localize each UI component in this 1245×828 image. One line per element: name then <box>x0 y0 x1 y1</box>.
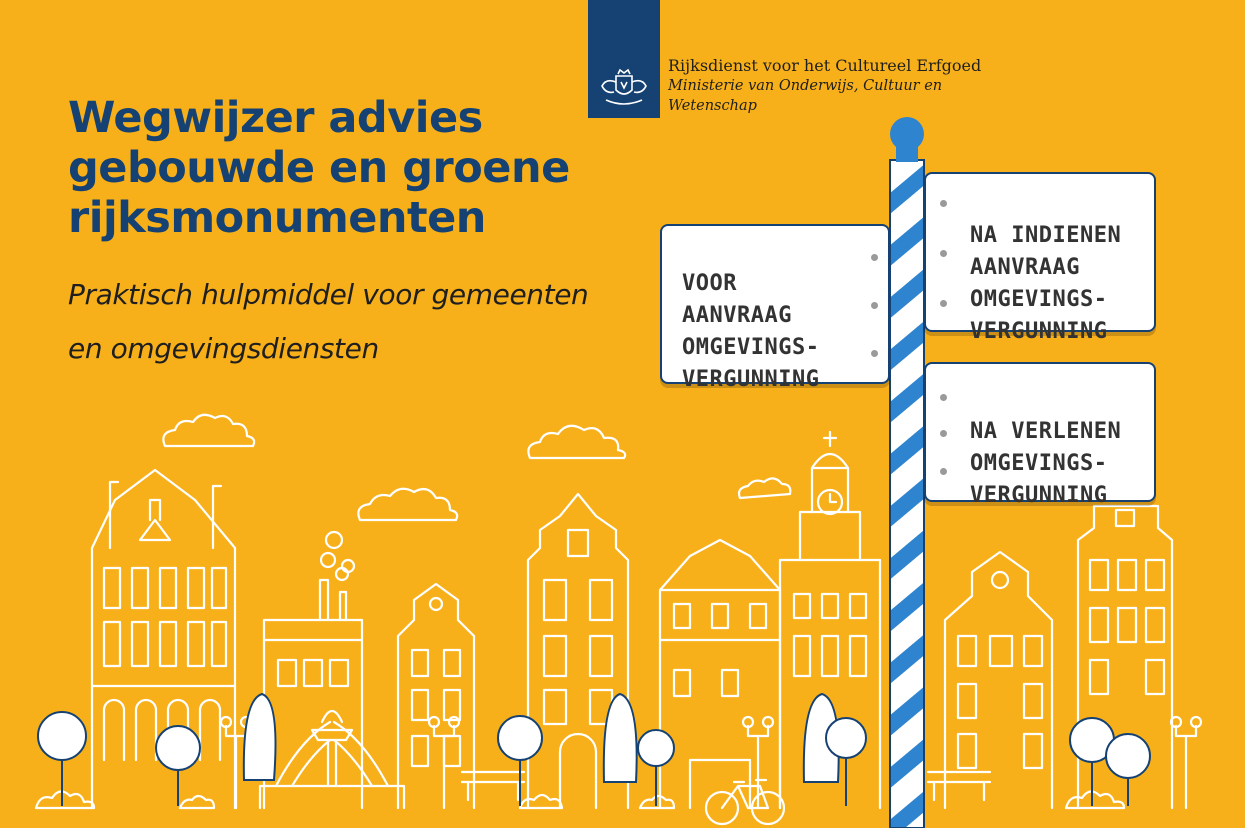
sign-voor-aanvraag-label: VOOR AANVRAAG OMGEVINGS- VERGUNNING <box>682 271 820 392</box>
page-subtitle: Praktisch hulpmiddel voor gemeenten en omgevingsdiensten <box>68 278 589 365</box>
sign-voor-aanvraag[interactable] <box>660 224 890 392</box>
logo-band <box>588 0 660 118</box>
factory-icon <box>264 532 362 808</box>
bicycle-icon <box>706 780 784 824</box>
townhouse-icon <box>945 552 1052 808</box>
townhouse-icon <box>398 584 474 808</box>
screw-icon <box>940 300 947 307</box>
screw-icon <box>940 200 947 207</box>
screw-icon <box>940 430 947 437</box>
street-lamp-icon <box>221 717 1201 808</box>
sign-na-verlenen-label: NA VERLENEN OMGEVINGS- VERGUNNING <box>970 419 1122 508</box>
organization-name: Rijksdienst voor het Cultureel Erfgoed <box>668 56 982 75</box>
page-title: Wegwijzer advies gebouwde en groene rijksmonumenten <box>68 93 570 243</box>
fountain-icon <box>260 711 404 808</box>
cloud-icon <box>163 415 790 520</box>
ministry-name: Ministerie van Onderwijs, Cultuur en Wetenschap <box>668 78 943 114</box>
signpost-pole <box>890 117 924 828</box>
screw-icon <box>940 394 947 401</box>
church-tower-icon <box>660 540 780 808</box>
sign-na-verlenen[interactable] <box>924 362 1156 508</box>
rijkswapen-logo <box>598 68 650 108</box>
screw-icon <box>871 254 878 261</box>
screw-icon <box>871 302 878 309</box>
screw-icon <box>871 350 878 357</box>
organization-block <box>668 56 998 116</box>
sign-na-indienen[interactable] <box>924 172 1156 344</box>
screw-icon <box>940 250 947 257</box>
screw-icon <box>940 468 947 475</box>
sign-na-indienen-label: NA INDIENEN AANVRAAG OMGEVINGS- VERGUNNING <box>970 223 1122 344</box>
